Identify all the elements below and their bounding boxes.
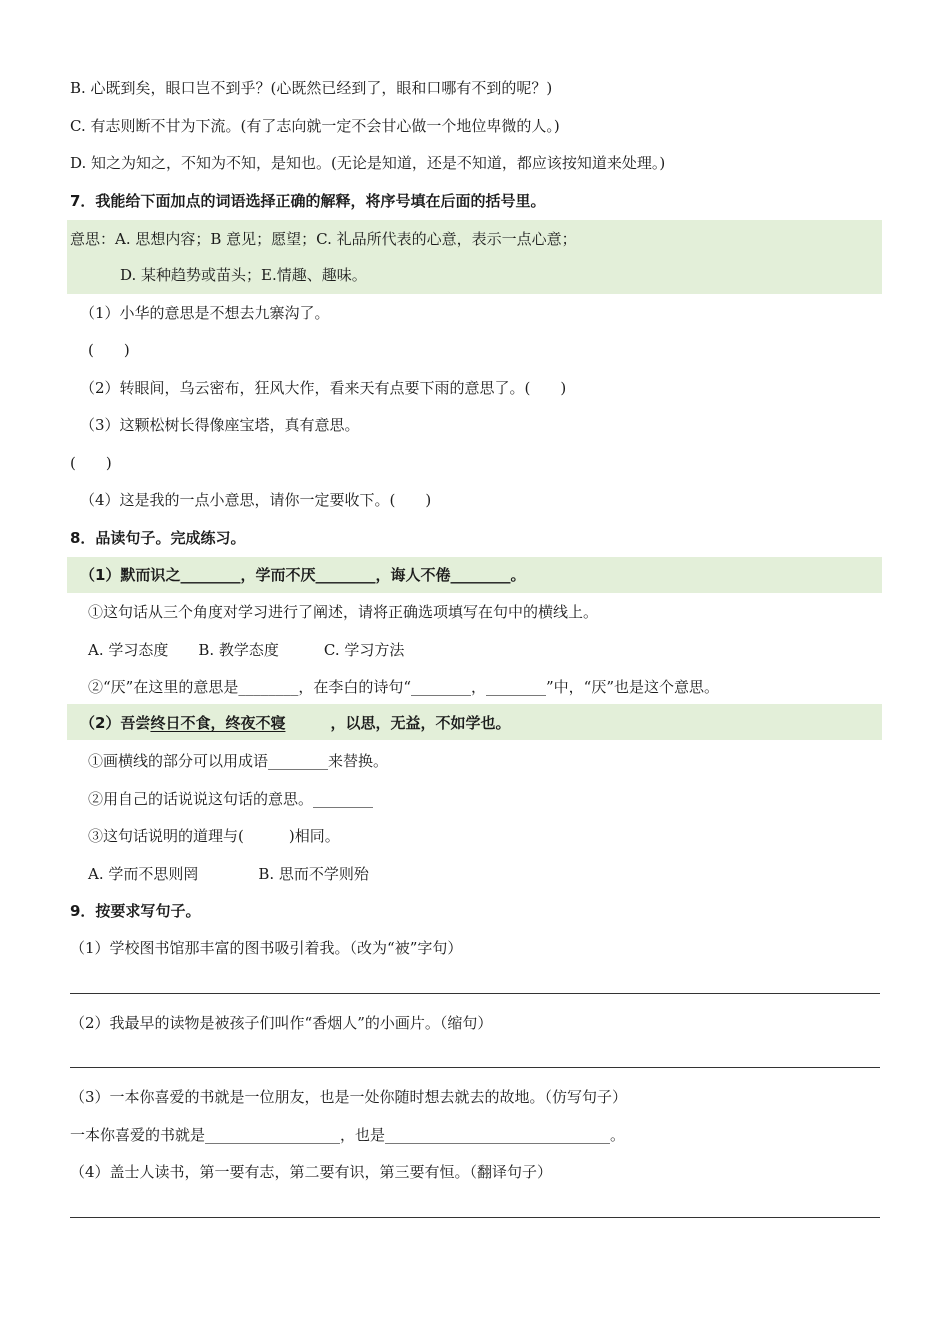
q8-s1-options: A. 学习态度 B. 教学态度 C. 学习方法 xyxy=(88,641,405,659)
q8-s2-question-1: ①画横线的部分可以用成语________来替换。 xyxy=(88,752,389,770)
q9-item-4-answer-line xyxy=(70,1217,880,1218)
q7-item-3-blank: ( ) xyxy=(70,454,112,472)
q9-title: 9．按要求写句子。 xyxy=(70,902,201,920)
q9-item-1: （1）学校图书馆那丰富的图书吸引着我。（改为“被”字句） xyxy=(70,939,463,957)
q8-s1-question-2: ②“厌”在这里的意思是________，在李白的诗句“________，________”中，“厌”也是这个意思。 xyxy=(88,678,720,696)
q8-s2-question-2: ②用自己的话说说这句话的意思。________ xyxy=(88,790,374,808)
q8-sentence-2 xyxy=(80,713,510,733)
q9-item-3: （3）一本你喜爱的书就是一位朋友，也是一处你随时想去就去的故地。（仿写句子） xyxy=(70,1088,628,1106)
q8-s2-prefix: （2）吾尝 xyxy=(80,714,151,732)
q8-s2-options: A. 学而不思则罔 B. 思而不学则殆 xyxy=(88,865,369,883)
q8-s2-suffix: ，以思，无益，不如学也。 xyxy=(285,714,511,732)
q7-item-3: （3）这颗松树长得像座宝塔，真有意思。 xyxy=(80,416,360,434)
q7-meanings-line2: D. 某种趋势或苗头；E.情趣、趣味。 xyxy=(120,266,367,284)
q9-item-4: （4）盖士人读书，第一要有志，第二要有识，第三要有恒。（翻译句子） xyxy=(70,1163,553,1181)
q7-meanings-line1: 意思：A. 思想内容；B 意见；愿望；C. 礼品所代表的心意，表示一点心意； xyxy=(70,230,577,248)
q8-s1-question-1: ①这句话从三个角度对学习进行了阐述，请将正确选项填写在句中的横线上。 xyxy=(88,603,599,621)
q8-sentence-1: （1）默而识之________，学而不厌________，诲人不倦________。 xyxy=(80,566,526,584)
q6-option-c: C. 有志则断不甘为下流。(有了志向就一定不会甘心做一个地位卑微的人。) xyxy=(70,117,560,135)
q9-item-2-answer-line xyxy=(70,1067,880,1068)
q7-item-1-blank: ( ) xyxy=(88,341,130,359)
q7-title: 7．我能给下面加点的词语选择正确的解释，将序号填在后面的括号里。 xyxy=(70,192,546,210)
q8-title: 8．品读句子。完成练习。 xyxy=(70,529,246,547)
q7-item-4: （4）这是我的一点小意思，请你一定要收下。( ) xyxy=(80,491,432,509)
q9-item-3-fill: 一本你喜爱的书就是__________________，也是______________________________。 xyxy=(70,1126,626,1144)
q6-option-d: D. 知之为知之，不知为不知，是知也。(无论是知道，还是不知道，都应该按知道来处理。) xyxy=(70,154,666,172)
q7-item-2: （2）转眼间，乌云密布，狂风大作，看来天有点要下雨的意思了。( ) xyxy=(80,379,567,397)
q9-item-2: （2）我最早的读物是被孩子们叫作“香烟人”的小画片。（缩句） xyxy=(70,1014,493,1032)
q7-item-1: （1）小华的意思是不想去九寨沟了。 xyxy=(80,304,330,322)
q9-item-1-answer-line xyxy=(70,993,880,994)
q8-s2-question-3: ③这句话说明的道理与( )相同。 xyxy=(88,827,340,845)
q6-option-b: B. 心既到矣，眼口岂不到乎？(心既然已经到了，眼和口哪有不到的呢？) xyxy=(70,79,553,97)
q8-s2-underlined: 终日不食，终夜不寝 xyxy=(150,714,286,732)
